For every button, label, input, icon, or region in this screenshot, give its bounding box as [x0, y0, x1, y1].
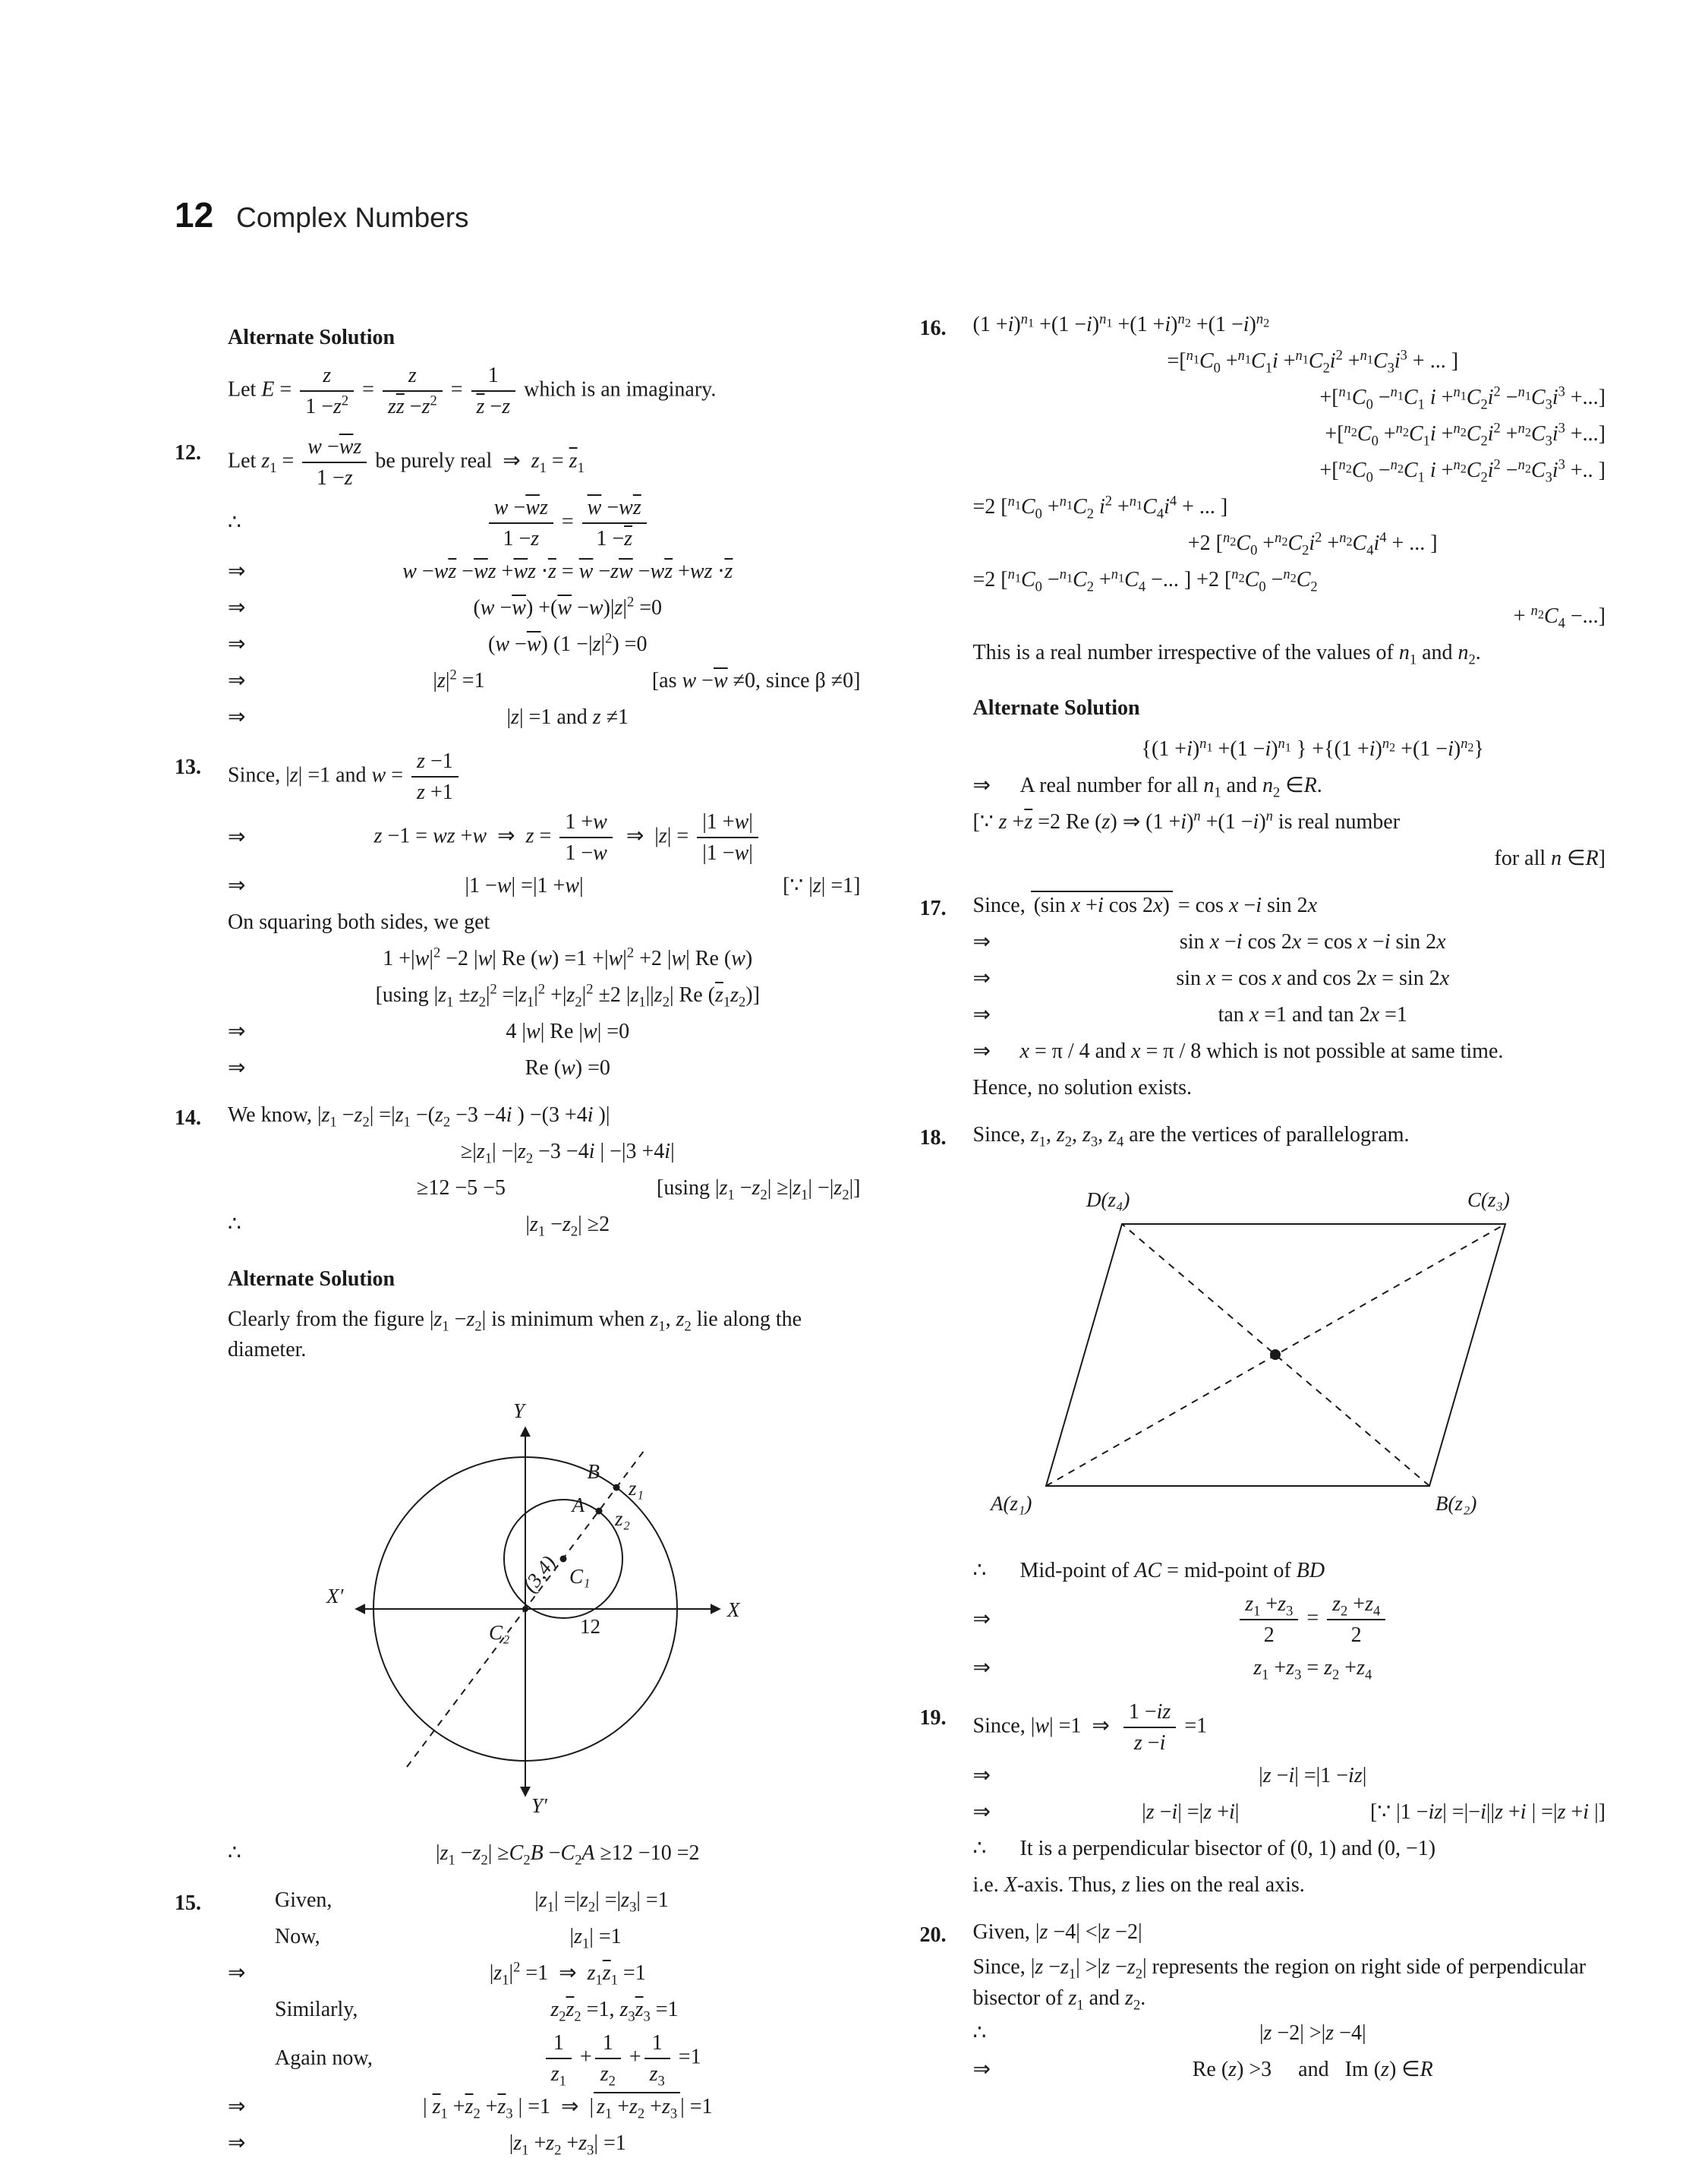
item-number: 14. — [175, 1106, 201, 1131]
math-expression: This is a real number irrespective of the values of $n_1$ and $n_2$. — [972, 641, 1481, 667]
math-expression: z −1 = wz +w ⇒ z = $\frac{1 +w}{1 -w}$ ⇒ |z| = $\frac{|1 +w|}{|1 -w|}$ — [275, 809, 861, 866]
line-lead-symbol: ⇒ — [228, 668, 246, 692]
math-expression: 4 |w| Re |w| =0 — [506, 1019, 630, 1043]
line-lead-symbol: ⇒ — [972, 966, 991, 990]
math-expression: $|z|^2 =1$ — [433, 667, 485, 692]
math-expression: tan x =1 and tan 2x =1 — [1218, 1002, 1407, 1027]
math-line — [228, 701, 861, 734]
math-expression: Clearly from the figure $|z_1 -z_2|$ is minimum when $z_1$, $z_2$ lie along the diameter. — [228, 1307, 802, 1362]
math-expression: Let E = $\frac{z}{1 -z^2}$ = $\frac{z}{z\overline{z} -z^2}$ = $\frac{1}{\overline{z} -z}$ which is an imaginary. — [228, 364, 717, 419]
math-line — [228, 362, 861, 420]
math-expression: |z −i| =|z +i| — [1142, 1800, 1240, 1824]
math-line — [973, 491, 1606, 525]
line-lead-word: Similarly, — [275, 1997, 358, 2021]
math-line — [228, 555, 861, 588]
line-lead-symbol: ⇒ — [228, 705, 246, 729]
math-line — [973, 962, 1606, 995]
math-line — [228, 2030, 861, 2087]
item-number: 19. — [919, 1706, 947, 1730]
math-expression: | $\overline{z}_1 +\overline{z}_2 +\overline{z}_3$ | =1 ⇒ | $z_1 +z_2 +z_3$ | =1 — [275, 2092, 861, 2123]
math-expression: $|z_1 -z_2| \ge C_2B -C_2A \ge 12 -10 =2$ — [436, 1841, 700, 1868]
math-expression: $|z_1|^2 =1$ ⇒ $z_1\overline{z}_1 =1$ — [489, 1959, 646, 1988]
math-line — [973, 1699, 1606, 1756]
math-line — [228, 1208, 861, 1241]
math-line — [973, 637, 1606, 670]
line-lead-symbol: ⇒ — [228, 1961, 246, 1985]
math-line — [228, 628, 861, 661]
page-title: Complex Numbers — [236, 202, 469, 233]
line-lead-symbol: ⇒ — [228, 2094, 246, 2118]
math-expression: ≥12 −5 −5 — [417, 1175, 506, 1200]
solution-item-18 — [920, 1118, 1606, 1152]
line-lead-symbol: ⇒ — [228, 2131, 246, 2155]
math-expression: Re (z) >3 and Im (z) ∈R — [1192, 2058, 1433, 2082]
line-lead-symbol: ⇒ — [228, 1019, 246, 1043]
math-expression: |z| =1 and z ≠1 — [506, 705, 629, 729]
math-expression: $\frac{z_1 +z_3}{2}$ = $\frac{z_2 +z_4}{2}$ — [1020, 1591, 1606, 1648]
math-line — [973, 309, 1606, 342]
line-lead-symbol: ⇒ — [972, 1655, 991, 1680]
math-line — [973, 2053, 1606, 2087]
math-expression: sin x −i cos 2x = cos x −i sin 2x — [1179, 929, 1446, 954]
label-x-neg-axis: X′ — [326, 1585, 344, 1608]
item-number: 17. — [919, 897, 947, 921]
math-line — [973, 382, 1606, 415]
math-line — [228, 1837, 861, 1870]
math-line — [973, 1952, 1606, 2014]
math-line — [228, 1920, 861, 1954]
line-lead-symbol: ⇒ — [228, 825, 246, 849]
math-line — [228, 1135, 861, 1169]
math-expression: =2 [$^{n_1}C_0 -^{n_1}C_2 +^{n_1}C_4$ −... ] +2 [$^{n_2}C_0 -^{n_2}C_2$ — [972, 566, 1318, 595]
label-z2: z₂ — [614, 1507, 630, 1531]
math-expression: x = π / 4 and x = π / 8 which is not possible at same time. — [1019, 1039, 1504, 1063]
math-line — [228, 494, 861, 552]
math-expression: $(w -\overline{w}) +(\overline{w} -w)|z|^2 =0$ — [473, 594, 663, 620]
line-lead-symbol: ⇒ — [228, 1055, 246, 1080]
label-y-axis: Y — [512, 1399, 525, 1423]
side-note: [∵ |1 −iz| =|−i||z +i | =|z +i |] — [1370, 1800, 1606, 1824]
math-expression: $+[^{n_1}C_0 -^{n_1}C_1$ $i +^{n_1}C_2i^2 -^{n_1}C_3i^3$ +...] — [1319, 384, 1606, 412]
math-expression: $\ge|z_1| -|z_2 -3 -4i$ | −|3 +4i| — [460, 1139, 675, 1166]
math-line — [973, 528, 1606, 561]
line-lead-word: Now, — [275, 1924, 320, 1948]
point-a — [595, 1508, 602, 1515]
line-lead-word: Again now, — [275, 2046, 373, 2070]
math-line — [228, 748, 861, 806]
math-line — [973, 1071, 1606, 1105]
point-c1 — [559, 1556, 566, 1563]
math-expression: Since, |z| =1 and w = $\frac{z -1}{z +1}$ — [228, 748, 861, 806]
side-note: [as $w -\overline{w} \ne 0$, since β ≠0] — [651, 668, 861, 692]
label-c2: C₂ — [488, 1621, 510, 1645]
solution-item-19 — [920, 1699, 1606, 1902]
math-line — [228, 664, 861, 698]
math-expression: Hence, no solution exists. — [972, 1075, 1193, 1099]
right-column — [920, 300, 1606, 2101]
math-expression: for all n ∈R] — [1494, 846, 1606, 870]
label-y-neg-axis: Y′ — [531, 1794, 547, 1818]
line-lead-symbol: ∴ — [228, 510, 241, 535]
math-expression: $\frac{w -\overline{w}z}{1 -z}$ = $\frac{\overline{w} -w\overline{z}}{1 -\overline{z}}$ — [275, 494, 861, 552]
math-expression: A real number for all $n_1$ and $n_2$ ∈R. — [1019, 773, 1322, 800]
math-expression: $+[^{n_2}C_0 -^{n_2}C_1$ $i +^{n_2}C_2i^2 -^{n_2}C_3i^3$ +.. ] — [1319, 457, 1606, 485]
math-expression: $|z_1 -z_2| \ge 2$ — [525, 1212, 610, 1239]
math-expression: |1 −w| =|1 +w| — [465, 873, 584, 897]
math-expression: +2 [$^{n_2}C_0 +^{n_2}C_2i^2 +^{n_2}C_4i^4$ + ... ] — [1187, 530, 1438, 558]
line-lead-symbol: ∴ — [228, 1841, 241, 1865]
solution-item-13 — [175, 748, 861, 1085]
math-line — [973, 926, 1606, 959]
math-expression: Since, |w| =1 ⇒ $\frac{1 -iz}{z -i}$ =1 — [972, 1700, 1208, 1756]
math-line — [973, 1035, 1606, 1068]
math-expression: $\frac{1}{z_1}$ + $\frac{1}{z_2}$ + $\frac{1}{z_3}$ =1 — [383, 2030, 861, 2087]
math-line — [228, 1993, 861, 2027]
section-heading: Alternate Solution — [228, 325, 395, 349]
math-expression: $|z_1 +z_2 +z_3| =1$ — [509, 2131, 626, 2158]
label-d: D(z₄) — [1086, 1188, 1130, 1212]
math-expression: We know, $|z_1 -z_2| =|z_1 -(z_2 -3 -4i$ ) −(3 +4i )| — [228, 1103, 610, 1130]
item-number: 20. — [919, 1923, 947, 1948]
math-expression: Let $z_1$ = $\frac{w -\overline{w}z}{1 -z}$ be purely real ⇒ $z_1 = \overline{z}_1$ — [228, 435, 585, 491]
label-b: B(z₂) — [1435, 1492, 1477, 1516]
math-expression: Since, $|z -z_1| >|z -z_2|$ represents the region on right side of perpendicular bisector of $z_1$ and $z_2$. — [972, 1955, 1587, 2013]
left-column — [175, 300, 861, 2174]
math-line — [973, 998, 1606, 1032]
label-c1: C₁ — [569, 1565, 591, 1588]
math-line — [228, 1052, 861, 1085]
label-b: B — [587, 1460, 600, 1484]
solution-item-17 — [920, 889, 1606, 1105]
item-number: 13. — [175, 756, 201, 780]
solution-continuation — [920, 1554, 1606, 1685]
math-line — [973, 601, 1606, 634]
section-heading: Alternate Solution — [228, 1267, 395, 1292]
math-line — [973, 842, 1606, 875]
solution-item-12 — [175, 434, 861, 734]
math-line — [973, 2017, 1606, 2050]
label-a: A — [572, 1494, 585, 1517]
math-line — [973, 1832, 1606, 1866]
math-line — [228, 1957, 861, 1990]
label-x-axis: X — [726, 1598, 740, 1622]
line-lead-symbol: ⇒ — [228, 632, 246, 656]
math-line — [228, 1099, 861, 1132]
math-line — [973, 345, 1606, 379]
item-number: 18. — [919, 1126, 947, 1150]
math-line — [228, 591, 861, 625]
solution-item-16 — [920, 309, 1606, 670]
line-lead-symbol: ⇒ — [972, 1800, 991, 1824]
math-line — [973, 1796, 1606, 1829]
line-lead-symbol: ∴ — [228, 1212, 241, 1236]
math-line — [973, 733, 1606, 766]
math-expression: Re (w) =0 — [525, 1055, 610, 1080]
label-c: C(z₃) — [1467, 1188, 1511, 1212]
math-expression: $|z_1| =1$ — [569, 1924, 622, 1951]
solution-continuation — [175, 1837, 861, 1870]
section-heading: Alternate Solution — [972, 696, 1140, 720]
line-lead-symbol: ⇒ — [972, 1607, 991, 1631]
math-line — [973, 889, 1606, 923]
line-lead-symbol: ∴ — [972, 1836, 987, 1860]
math-line — [973, 1118, 1606, 1152]
line-lead-symbol: ⇒ — [972, 1039, 991, 1063]
math-line — [973, 1651, 1606, 1685]
side-note: [∵ |z| =1] — [783, 873, 861, 897]
math-expression: + $^{n_2}C_4$ −...] — [1513, 603, 1606, 631]
label-z1: z₁ — [628, 1477, 644, 1500]
solution-item-15 — [175, 1884, 861, 2160]
math-line — [228, 1884, 861, 1917]
math-expression: It is a perpendicular bisector of (0, 1) and (0, −1) — [1019, 1836, 1436, 1860]
math-line — [973, 769, 1606, 803]
math-expression: $|z_1| =|z_2| =|z_3| =1$ — [534, 1888, 669, 1915]
math-line — [228, 809, 861, 866]
line-lead-symbol: ⇒ — [228, 559, 246, 583]
math-expression: $=[^{n_1}C_0 +^{n_1}C_1i +^{n_1}C_2i^2 +^{n_1}C_3i^3$ + ... ] — [1167, 348, 1459, 376]
side-note: [using $|z_1 -z_2| \ge|z_1| -|z_2|$] — [657, 1175, 861, 1203]
math-expression: $+[^{n_2}C_0 +^{n_2}C_1i +^{n_2}C_2i^2 +^{n_2}C_3i^3$ +...] — [1325, 421, 1606, 449]
math-line — [228, 1015, 861, 1049]
math-expression: [∵ $z +\overline{z} =2$ Re (z) ⇒ $(1 +i)^n +(1 -i)^n$ is real number — [972, 808, 1401, 834]
math-line — [228, 906, 861, 939]
math-expression: Since, $z_1$, $z_2$, $z_3$, $z_4$ are the vertices of parallelogram. — [972, 1122, 1410, 1150]
circle-diagram-svg — [275, 1381, 761, 1822]
math-expression: $z_1 +z_3 = z_2 +z_4$ — [1253, 1655, 1372, 1683]
point-c2 — [522, 1606, 528, 1612]
label-center-coords: (3,4) — [518, 1551, 560, 1597]
solution-continuation — [175, 362, 861, 420]
label-a: A(z₁) — [991, 1492, 1032, 1516]
math-line — [228, 1172, 861, 1205]
point-b — [613, 1484, 619, 1491]
page-number: 12 — [175, 195, 214, 235]
math-line — [973, 418, 1606, 452]
math-expression: [using $|z_1 \pm z_2|^2 =|z_1|^2 +|z_2|^2 \pm 2$ $|z_1||z_2|$ Re $(\overline{z}_1z_2)$] — [375, 981, 760, 1010]
math-line — [973, 1916, 1606, 1949]
math-line — [228, 869, 861, 903]
math-expression: On squaring both sides, we get — [228, 910, 490, 934]
math-line — [228, 434, 861, 491]
line-lead-symbol: ⇒ — [972, 929, 991, 954]
solution-continuation — [920, 733, 1606, 875]
line-lead-symbol: ⇒ — [972, 1763, 991, 1787]
line-lead-word: Given, — [275, 1888, 332, 1912]
math-expression: =2 [$^{n_1}C_0 +^{n_1}C_2$ $i^2 +^{n_1}C_4i^4$ + ... ] — [972, 494, 1228, 522]
solution-continuation — [175, 1304, 861, 1366]
math-expression: i.e. X-axis. Thus, z lies on the real axis. — [972, 1872, 1305, 1897]
math-line — [228, 2127, 861, 2160]
math-line — [228, 979, 861, 1012]
math-expression: $1 +|w|^2 -2$ |w| Re $(w) =1 +|w|^2 +2$ |w| Re (w) — [383, 945, 753, 970]
line-lead-symbol: ⇒ — [972, 773, 991, 797]
math-expression: Mid-point of AC = mid-point of BD — [1019, 1558, 1325, 1582]
label-radius-12: 12 — [579, 1615, 600, 1639]
solution-item-20 — [920, 1916, 1606, 2087]
center-point — [1270, 1349, 1281, 1360]
line-lead-symbol: ⇒ — [972, 1002, 991, 1027]
math-line — [973, 1759, 1606, 1793]
math-line — [973, 1554, 1606, 1588]
math-expression: $z_2\overline{z}_2 =1$, $z_3\overline{z}_3 =1$ — [550, 1997, 679, 2024]
page-header — [175, 190, 1606, 241]
math-line — [973, 455, 1606, 488]
line-lead-symbol: ⇒ — [228, 595, 246, 620]
math-expression: |z −i| =|1 −iz| — [1259, 1763, 1367, 1787]
math-line — [973, 1869, 1606, 1902]
math-expression: Since, (sin x +i cos 2x) = cos x −i sin 2x — [973, 891, 1606, 922]
item-number: 12. — [175, 441, 201, 465]
line-lead-symbol: ∴ — [972, 1558, 987, 1582]
math-line — [973, 1591, 1606, 1648]
content-columns — [175, 300, 1606, 2174]
math-expression: {$(1 +i)^{n_1} +(1 -i)^{n_1}$ } $+\{(1 +i)^{n_2} +(1 -i)^{n_2}\}$ — [1141, 735, 1484, 761]
math-expression: $(w -\overline{w})$ $(1 -|z|^2) =0$ — [488, 630, 648, 656]
solution-item-14 — [175, 1099, 861, 1241]
math-expression: $w -w\overline{z} -\overline{w}z +\overline{w}z \cdot\overline{z} = \overline{w} -z\overline{w} -w\overline{z} +wz \cdot\overline{z}$ — [402, 559, 733, 583]
math-expression: Given, |z −4| <|z −2| — [972, 1920, 1142, 1944]
math-line — [228, 2090, 861, 2124]
math-line — [228, 1304, 861, 1366]
item-number: 15. — [175, 1891, 201, 1916]
math-line — [973, 564, 1606, 598]
math-line — [973, 806, 1606, 839]
item-number: 16. — [919, 316, 947, 340]
parallelogram-svg — [974, 1167, 1551, 1539]
line-lead-symbol: ∴ — [972, 2021, 987, 2046]
math-expression: $(1 +i)^{n_1} +(1 -i)^{n_1} +(1 +i)^{n_2} +(1 -i)^{n_2}$ — [972, 311, 1270, 337]
math-expression: sin x = cos x and cos 2x = sin 2x — [1176, 966, 1450, 990]
line-lead-symbol: ⇒ — [972, 2058, 991, 2082]
figure-circle-diagram — [175, 1381, 861, 1822]
figure-parallelogram-diagram — [920, 1167, 1606, 1539]
math-expression: |z −2| >|z −4| — [1259, 2021, 1366, 2046]
line-lead-symbol: ⇒ — [228, 873, 246, 897]
math-line — [228, 942, 861, 976]
